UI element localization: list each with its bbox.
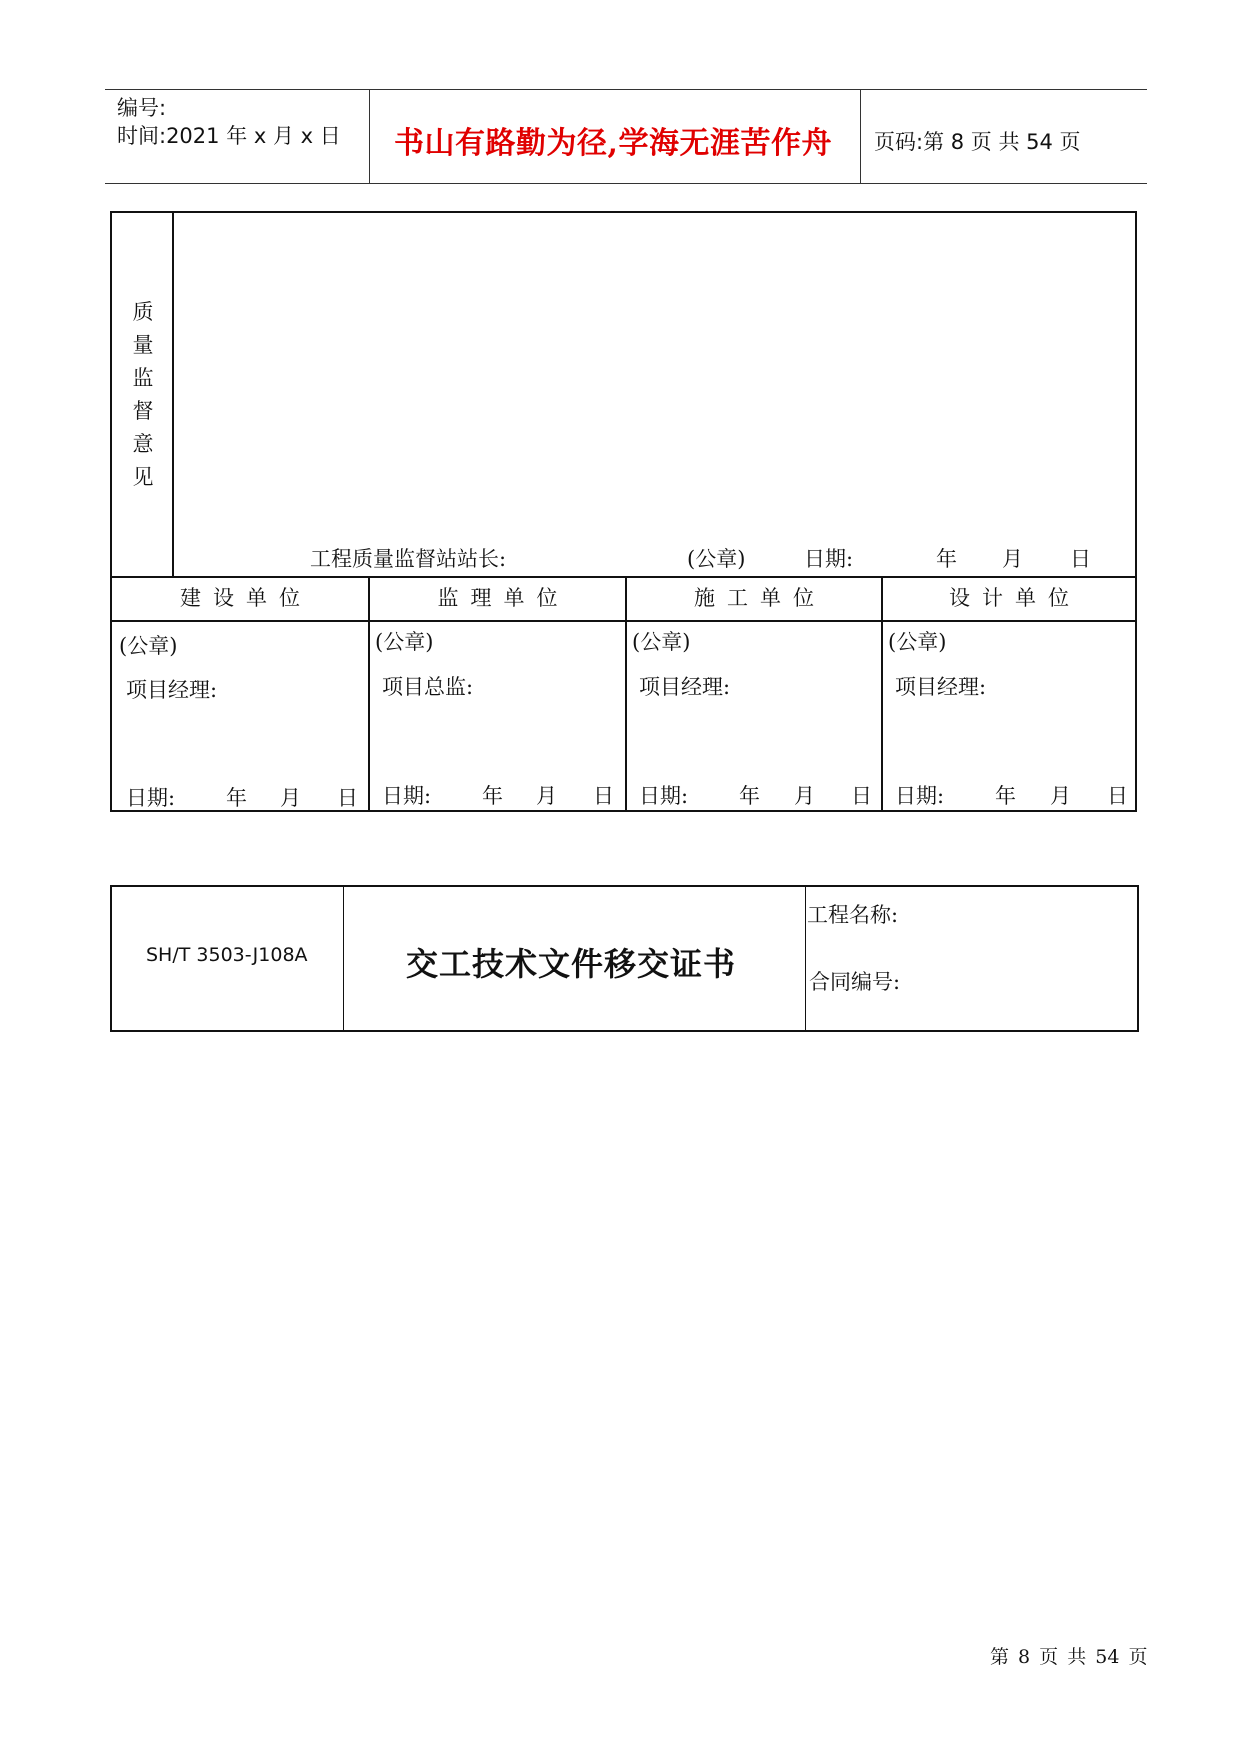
station-master-label: 工程质量监督站站长: — [310, 547, 507, 571]
unit-seal-label: (公章) — [888, 630, 947, 654]
header-motto: 书山有路勤为径,学海无涯苦作舟 — [394, 126, 832, 161]
unit-header-construction: 建设单位 — [180, 586, 312, 610]
unit-role-label: 项目经理: — [895, 675, 987, 699]
unit-date-label: 日期: — [382, 784, 432, 808]
unit-seal-label: (公章) — [375, 630, 434, 654]
vertical-label-char: 质 — [132, 300, 154, 324]
handover-certificate-table — [110, 885, 1139, 1032]
cert-divider-1 — [343, 887, 344, 1030]
quality-supervision-table — [110, 211, 1137, 812]
unit-month-label: 月 — [536, 784, 557, 808]
header-top-rule — [105, 89, 1147, 90]
unit-month-label: 月 — [794, 784, 815, 808]
station-day-label: 日 — [1070, 547, 1091, 571]
header-divider-right — [860, 89, 861, 183]
unit-day-label: 日 — [851, 784, 872, 808]
vertical-label-char: 意 — [132, 432, 154, 456]
unit-day-label: 日 — [337, 786, 358, 810]
unit-header-contractor: 施工单位 — [694, 586, 826, 610]
unit-year-label: 年 — [226, 786, 247, 810]
standard-code: SH/T 3503-J108A — [146, 944, 308, 966]
document-time-label: 时间:2021 年 x 月 x 日 — [117, 124, 341, 148]
unit-role-label: 项目总监: — [382, 675, 474, 699]
header-divider-left — [369, 89, 370, 183]
unit-seal-label: (公章) — [632, 630, 691, 654]
project-name-label: 工程名称: — [807, 903, 899, 927]
quality-opinion-vertical-label — [124, 296, 162, 494]
unit-header-supervision: 监理单位 — [437, 586, 570, 610]
unit-date-label: 日期: — [126, 786, 176, 810]
unit-header-rule — [112, 620, 1135, 622]
unit-day-label: 日 — [1107, 784, 1128, 808]
unit-day-label: 日 — [593, 784, 614, 808]
unit-year-label: 年 — [995, 784, 1016, 808]
label-column-divider — [172, 213, 174, 576]
footer-page-number: 第 8 页 共 54 页 — [990, 1646, 1148, 1668]
vertical-label-char: 督 — [132, 399, 154, 423]
unit-seal-label: (公章) — [119, 634, 178, 658]
contract-number-label: 合同编号: — [809, 970, 901, 994]
vertical-label-char: 监 — [132, 366, 154, 390]
unit-role-label: 项目经理: — [126, 678, 218, 702]
unit-month-label: 月 — [280, 786, 301, 810]
station-seal-label: (公章) — [687, 547, 746, 571]
document-number-label: 编号: — [117, 96, 167, 120]
unit-header-design: 设计单位 — [949, 586, 1081, 610]
station-date-label: 日期: — [804, 547, 854, 571]
unit-year-label: 年 — [739, 784, 760, 808]
cert-divider-2 — [805, 887, 806, 1030]
unit-date-label: 日期: — [639, 784, 689, 808]
station-year-label: 年 — [936, 547, 957, 571]
header-page-label: 页码:第 8 页 共 54 页 — [874, 130, 1081, 154]
certificate-title: 交工技术文件移交证书 — [406, 945, 737, 983]
station-month-label: 月 — [1002, 547, 1023, 571]
unit-year-label: 年 — [482, 784, 503, 808]
vertical-label-char: 量 — [132, 333, 154, 357]
vertical-label-char: 见 — [132, 465, 154, 489]
header-bottom-rule — [105, 183, 1147, 184]
unit-role-label: 项目经理: — [639, 675, 731, 699]
unit-month-label: 月 — [1050, 784, 1071, 808]
unit-date-label: 日期: — [895, 784, 945, 808]
